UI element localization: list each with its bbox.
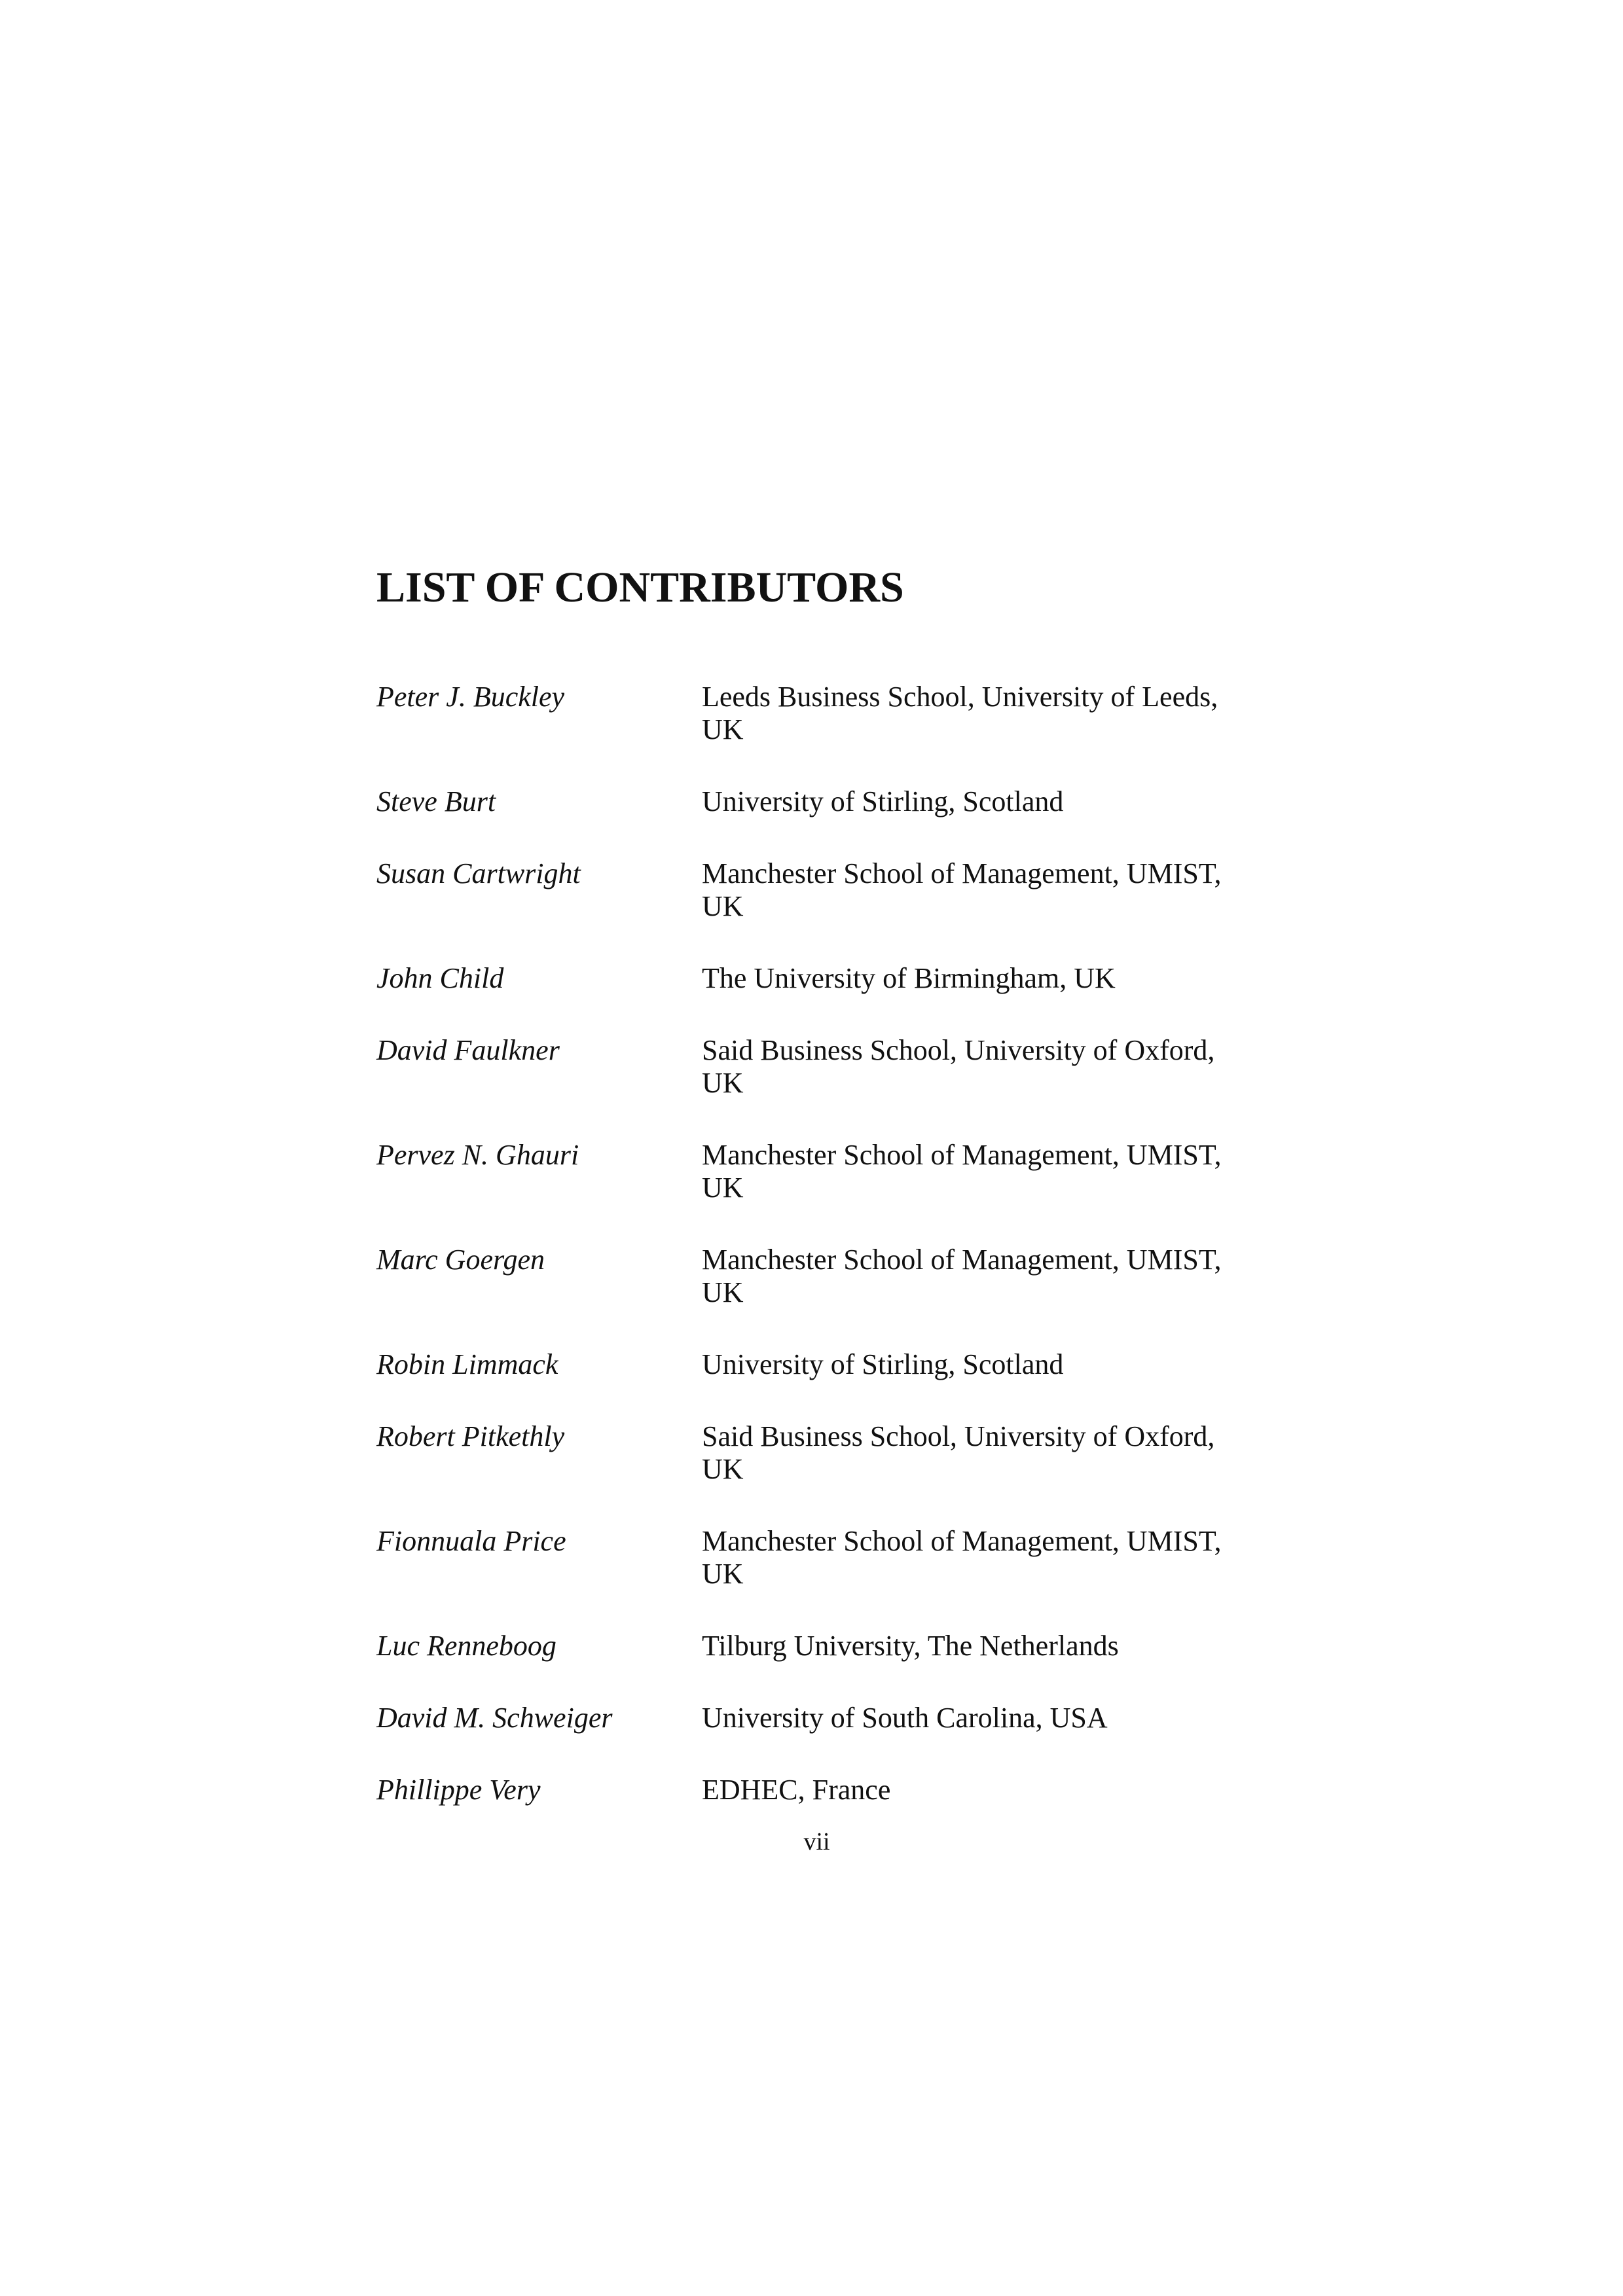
- contributor-row: [376, 681, 1293, 746]
- contributor-affiliation: [702, 1630, 1265, 1662]
- contributor-row: [376, 1034, 1293, 1100]
- contributor-name: John Child: [376, 962, 504, 994]
- contributor-name: Robin Limmack: [376, 1348, 558, 1380]
- affiliation-line: Said Business School, University of Oxford,: [702, 1420, 1215, 1452]
- contributor-row: [376, 857, 1293, 923]
- affiliation-line: University of South Carolina, USA: [702, 1702, 1108, 1734]
- contributor-affiliation: [702, 1139, 1265, 1204]
- contributor-affiliation: [702, 681, 1265, 746]
- page-number: [0, 1827, 1623, 1856]
- affiliation-line: Leeds Business School, University of Leeds,: [702, 681, 1218, 713]
- contributor-name: Phillippe Very: [376, 1774, 541, 1806]
- contributor-name: David Faulkner: [376, 1034, 560, 1066]
- affiliation-line: Manchester School of Management, UMIST,: [702, 1525, 1222, 1557]
- affiliation-line: University of Stirling, Scotland: [702, 785, 1064, 817]
- contributor-affiliation: [702, 1244, 1265, 1309]
- affiliation-line: Tilburg University, The Netherlands: [702, 1630, 1119, 1662]
- affiliation-line: UK: [702, 1172, 744, 1204]
- contributor-name: Robert Pitkethly: [376, 1420, 565, 1452]
- contributor-name: Peter J. Buckley: [376, 681, 565, 713]
- contributor-affiliation: [702, 1774, 1265, 1806]
- contributor-row: [376, 1630, 1293, 1662]
- contributors-list: [376, 681, 1293, 1806]
- contributor-name: Pervez N. Ghauri: [376, 1139, 579, 1171]
- page-number-text: vii: [803, 1828, 830, 1856]
- affiliation-line: UK: [702, 1453, 744, 1485]
- contributor-row: [376, 1420, 1293, 1486]
- affiliation-line: UK: [702, 1067, 744, 1099]
- affiliation-line: UK: [702, 1276, 744, 1308]
- affiliation-line: UK: [702, 713, 744, 745]
- contributor-name: Steve Burt: [376, 785, 496, 817]
- contributor-row: [376, 1244, 1293, 1309]
- contributor-row: [376, 1702, 1293, 1734]
- contributor-row: [376, 962, 1293, 995]
- page-title: LIST OF CONTRIBUTORS: [376, 564, 904, 611]
- affiliation-line: Said Business School, University of Oxford,: [702, 1034, 1215, 1066]
- contributor-row: [376, 1774, 1293, 1806]
- contributor-row: [376, 1525, 1293, 1590]
- contributor-name: Marc Goergen: [376, 1244, 545, 1276]
- contributor-name: David M. Schweiger: [376, 1702, 613, 1734]
- contributor-row: [376, 785, 1293, 818]
- contributor-name: Fionnuala Price: [376, 1525, 566, 1557]
- contributor-name: Susan Cartwright: [376, 857, 581, 889]
- affiliation-line: Manchester School of Management, UMIST,: [702, 1139, 1222, 1171]
- affiliation-line: The University of Birmingham, UK: [702, 962, 1116, 994]
- contributor-name: Luc Renneboog: [376, 1630, 556, 1662]
- contributor-row: [376, 1139, 1293, 1204]
- affiliation-line: Manchester School of Management, UMIST,: [702, 1244, 1222, 1276]
- affiliation-line: UK: [702, 890, 744, 922]
- contributor-affiliation: [702, 1034, 1265, 1100]
- contributor-affiliation: [702, 1348, 1265, 1381]
- contributor-affiliation: [702, 1525, 1265, 1590]
- affiliation-line: UK: [702, 1558, 744, 1590]
- contributor-row: [376, 1348, 1293, 1381]
- contributor-affiliation: [702, 1702, 1265, 1734]
- contributor-affiliation: [702, 785, 1265, 818]
- affiliation-line: Manchester School of Management, UMIST,: [702, 857, 1222, 889]
- contributor-affiliation: [702, 962, 1265, 995]
- affiliation-line: University of Stirling, Scotland: [702, 1348, 1064, 1380]
- contributor-affiliation: [702, 857, 1265, 923]
- affiliation-line: EDHEC, France: [702, 1774, 891, 1806]
- contributor-affiliation: [702, 1420, 1265, 1486]
